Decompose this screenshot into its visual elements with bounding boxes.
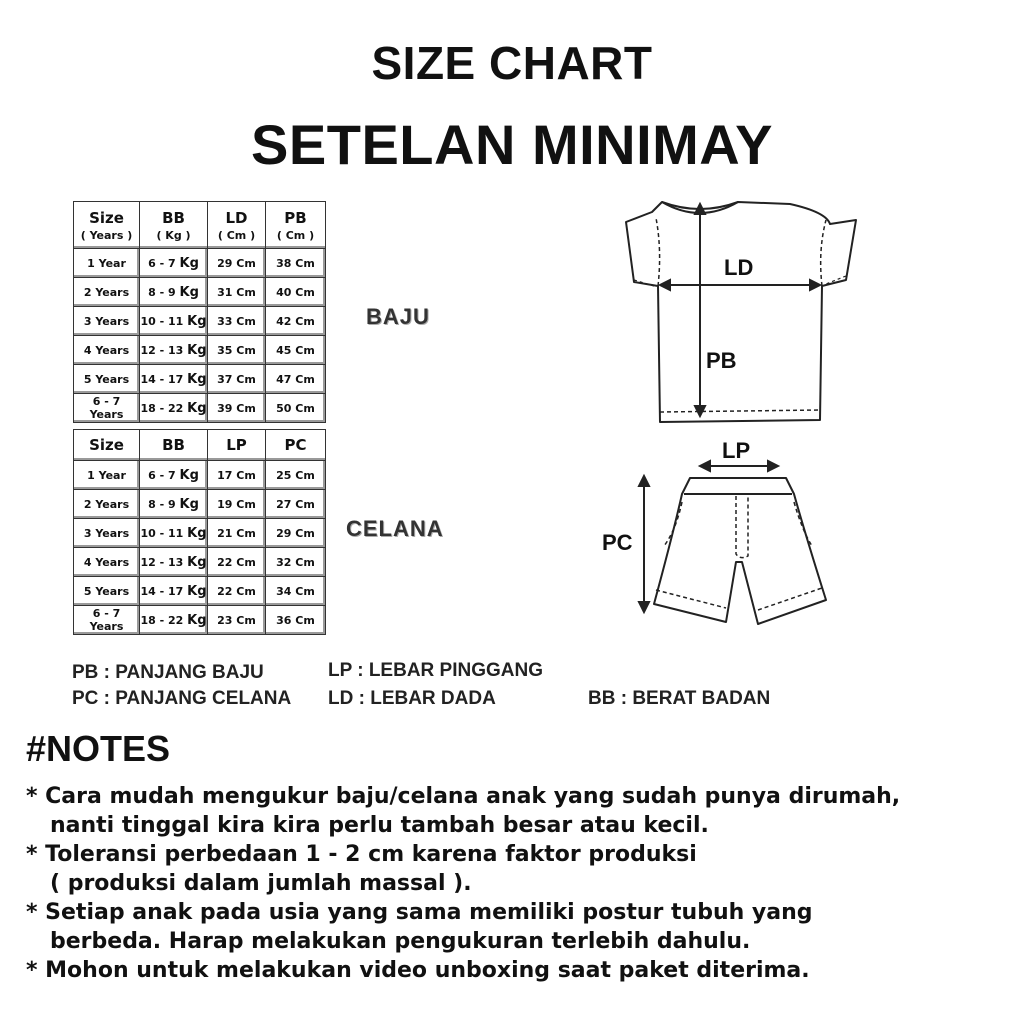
- bb-value: 14 - 17: [140, 372, 184, 386]
- pb-cell: 45 Cm: [266, 336, 326, 365]
- column-header: [74, 202, 140, 249]
- page-title: SIZE CHART: [371, 37, 653, 89]
- bb-value: 12 - 13: [140, 343, 184, 357]
- table-row: [74, 365, 326, 394]
- kg-unit: Kg: [179, 284, 199, 300]
- kg-unit: Kg: [187, 313, 207, 329]
- column-header-unit: ( Years ): [80, 228, 133, 242]
- size-cell: 1 Year: [74, 461, 140, 490]
- pb-cell: 40 Cm: [266, 278, 326, 307]
- table-row: [74, 577, 326, 606]
- table-row: [74, 548, 326, 577]
- kg-unit: Kg: [179, 496, 199, 512]
- table-row: [74, 336, 326, 365]
- celana-size-table: [73, 429, 326, 635]
- kg-unit: Kg: [187, 342, 207, 358]
- pc-cell: 27 Cm: [266, 490, 326, 519]
- size-cell: 2 Years: [74, 278, 140, 307]
- bb-value: 6 - 7: [148, 468, 176, 482]
- bb-value: 8 - 9: [148, 497, 176, 511]
- table-row: [74, 461, 326, 490]
- product-title: SETELAN MINIMAY: [251, 113, 773, 176]
- table-row: [74, 606, 326, 635]
- legend-pb: PB : PANJANG BAJU: [72, 662, 264, 683]
- column-header: PC: [266, 430, 326, 461]
- lp-cell: 22 Cm: [208, 548, 266, 577]
- kg-unit: Kg: [187, 612, 207, 628]
- note-line: * Toleransi perbedaan 1 - 2 cm karena faktor produksi: [26, 842, 697, 867]
- note-line: nanti tinggal kira kira perlu tambah besar atau kecil.: [50, 813, 709, 838]
- pc-measure-line: [639, 476, 649, 612]
- bb-cell: [140, 336, 208, 365]
- bb-value: 18 - 22: [140, 613, 184, 627]
- bb-cell: [140, 249, 208, 278]
- note-line: * Mohon untuk melakukan video unboxing saat paket diterima.: [26, 958, 810, 983]
- size-cell: 3 Years: [74, 307, 140, 336]
- table-row: [74, 278, 326, 307]
- lp-diagram-label: LP: [722, 438, 751, 463]
- pc-diagram-label: PC: [602, 530, 633, 555]
- column-header-unit: ( Cm ): [217, 228, 256, 242]
- bb-value: 18 - 22: [140, 401, 184, 415]
- size-cell: 4 Years: [74, 548, 140, 577]
- size-cell: 5 Years: [74, 365, 140, 394]
- ld-cell: 39 Cm: [208, 394, 266, 423]
- bb-value: 8 - 9: [148, 285, 176, 299]
- bb-value: 6 - 7: [148, 256, 176, 270]
- size-cell: 6 - 7 Years: [74, 394, 140, 423]
- tshirt-illustration: [626, 202, 856, 422]
- ld-cell: 35 Cm: [208, 336, 266, 365]
- kg-unit: Kg: [179, 467, 199, 483]
- size-cell: 3 Years: [74, 519, 140, 548]
- kg-unit: Kg: [187, 400, 207, 416]
- legend-pc: PC : PANJANG CELANA: [72, 688, 292, 709]
- bb-value: 12 - 13: [140, 555, 184, 569]
- bb-cell: [140, 548, 208, 577]
- shorts-illustration: [654, 478, 826, 624]
- ld-cell: 29 Cm: [208, 249, 266, 278]
- kg-unit: Kg: [187, 371, 207, 387]
- bb-cell: [140, 606, 208, 635]
- bb-cell: [140, 365, 208, 394]
- legend-bb: BB : BERAT BADAN: [588, 688, 771, 709]
- kg-unit: Kg: [187, 583, 207, 599]
- celana-label: CELANA: [346, 516, 444, 541]
- column-header-unit: ( Kg ): [156, 228, 191, 242]
- size-cell: 4 Years: [74, 336, 140, 365]
- bb-value: 10 - 11: [140, 314, 184, 328]
- notes-list: [26, 782, 1016, 985]
- column-header-unit: ( Cm ): [276, 228, 315, 242]
- kg-unit: Kg: [187, 554, 207, 570]
- pb-cell: 50 Cm: [266, 394, 326, 423]
- pc-cell: 36 Cm: [266, 606, 326, 635]
- column-header: Size: [74, 430, 140, 461]
- kg-unit: Kg: [179, 255, 199, 271]
- column-header-label: PB: [284, 208, 307, 227]
- pc-cell: 25 Cm: [266, 461, 326, 490]
- measurement-diagram: [590, 190, 870, 640]
- bb-value: 10 - 11: [140, 526, 184, 540]
- column-header: BB: [140, 430, 208, 461]
- size-cell: 2 Years: [74, 490, 140, 519]
- size-cell: 5 Years: [74, 577, 140, 606]
- ld-cell: 31 Cm: [208, 278, 266, 307]
- column-header: [266, 202, 326, 249]
- pc-cell: 34 Cm: [266, 577, 326, 606]
- ld-cell: 37 Cm: [208, 365, 266, 394]
- pb-cell: 42 Cm: [266, 307, 326, 336]
- pb-cell: 47 Cm: [266, 365, 326, 394]
- column-header-label: Size: [89, 208, 124, 227]
- lp-cell: 23 Cm: [208, 606, 266, 635]
- column-header: [140, 202, 208, 249]
- table-row: [74, 249, 326, 278]
- bb-cell: [140, 490, 208, 519]
- baju-label: BAJU: [366, 304, 430, 329]
- baju-size-table: [73, 201, 326, 423]
- ld-diagram-label: LD: [724, 255, 754, 280]
- note-line: * Cara mudah mengukur baju/celana anak yang sudah punya dirumah,: [26, 784, 901, 809]
- notes-title: #NOTES: [26, 728, 171, 769]
- table-row: [74, 394, 326, 423]
- legend-lp: LP : LEBAR PINGGANG: [328, 660, 543, 681]
- bb-cell: [140, 307, 208, 336]
- column-header: LP: [208, 430, 266, 461]
- lp-cell: 22 Cm: [208, 577, 266, 606]
- note-line: ( produksi dalam jumlah massal ).: [50, 871, 472, 896]
- pc-cell: 29 Cm: [266, 519, 326, 548]
- bb-cell: [140, 577, 208, 606]
- bb-cell: [140, 278, 208, 307]
- legend-ld: LD : LEBAR DADA: [328, 688, 496, 709]
- lp-cell: 19 Cm: [208, 490, 266, 519]
- bb-cell: [140, 461, 208, 490]
- table-row: [74, 307, 326, 336]
- table-row: [74, 519, 326, 548]
- table-header-row: [74, 202, 326, 249]
- lp-cell: 17 Cm: [208, 461, 266, 490]
- table-header-row: [74, 430, 326, 461]
- pb-cell: 38 Cm: [266, 249, 326, 278]
- lp-cell: 21 Cm: [208, 519, 266, 548]
- size-cell: 1 Year: [74, 249, 140, 278]
- size-cell: 6 - 7 Years: [74, 606, 140, 635]
- ld-cell: 33 Cm: [208, 307, 266, 336]
- pc-cell: 32 Cm: [266, 548, 326, 577]
- bb-value: 14 - 17: [140, 584, 184, 598]
- pb-diagram-label: PB: [706, 348, 737, 373]
- bb-cell: [140, 519, 208, 548]
- note-line: * Setiap anak pada usia yang sama memiliki postur tubuh yang: [26, 900, 813, 925]
- bb-cell: [140, 394, 208, 423]
- column-header-label: LD: [225, 208, 248, 227]
- kg-unit: Kg: [187, 525, 207, 541]
- column-header-label: BB: [162, 208, 185, 227]
- table-row: [74, 490, 326, 519]
- column-header: [208, 202, 266, 249]
- note-line: berbeda. Harap melakukan pengukuran terlebih dahulu.: [50, 929, 751, 954]
